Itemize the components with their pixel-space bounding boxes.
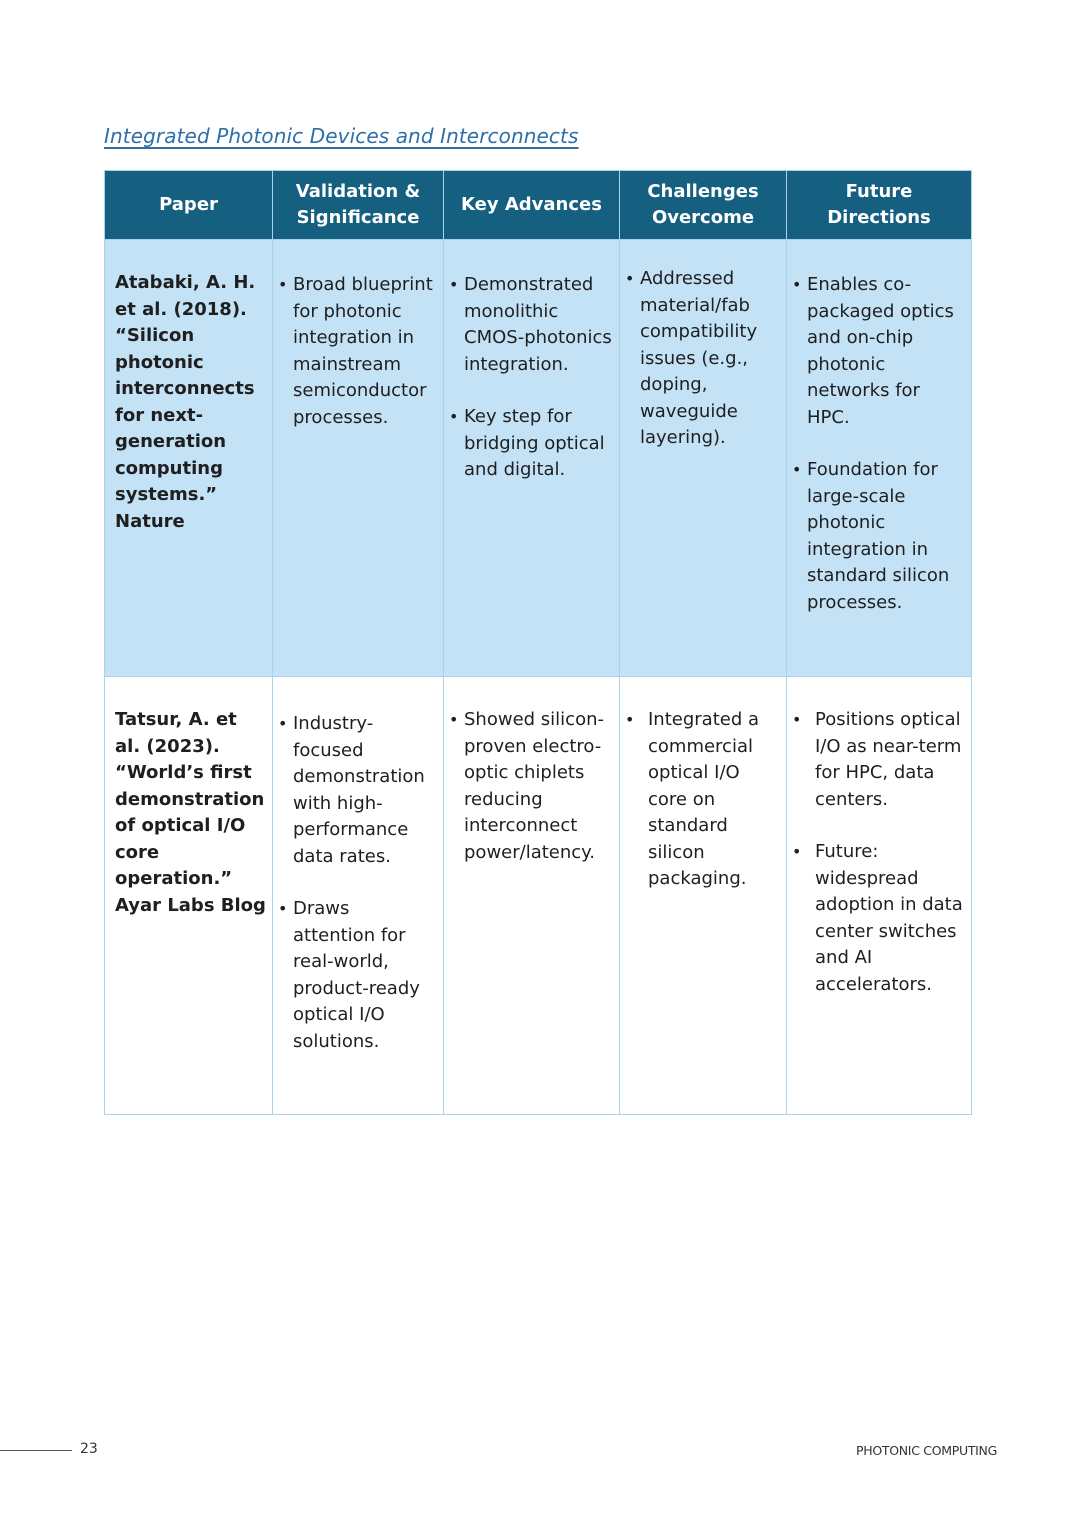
header-validation: Validation & Significance bbox=[273, 171, 444, 240]
section-title: Integrated Photonic Devices and Interconnects bbox=[104, 124, 579, 148]
list-item: • Addressed material/fab compatibility issues (e.g., doping, waveguide layering). bbox=[625, 268, 758, 448]
paper-cell: Tatsur, A. et al. (2023). “World’s first demonstration of optical I/O core operation.” Ayar Labs Blog bbox=[105, 677, 273, 1115]
future-cell bbox=[787, 677, 972, 1115]
list-item: • Showed silicon-proven electro-optic chiplets reducing interconnect power/latency. bbox=[449, 709, 604, 863]
future-cell bbox=[787, 240, 972, 677]
header-challenges: Challenges Overcome bbox=[620, 171, 787, 240]
table-row bbox=[105, 240, 972, 677]
advances-cell bbox=[444, 240, 620, 677]
list-item: • Draws attention for real-world, product-ready optical I/O solutions. bbox=[278, 898, 420, 1052]
advances-cell bbox=[444, 677, 620, 1115]
header-paper: Paper bbox=[105, 171, 273, 240]
list-item: • Key step for bridging optical and digital. bbox=[449, 406, 605, 480]
header-key-advances: Key Advances bbox=[444, 171, 620, 240]
comparison-table bbox=[104, 170, 972, 1115]
challenges-cell bbox=[620, 240, 787, 677]
list-item: • Foundation for large-scale photonic integration in standard silicon processes. bbox=[792, 459, 950, 613]
paper-cell: Atabaki, A. H. et al. (2018). “Silicon photonic interconnects for next-generation computing systems.” Nature bbox=[105, 240, 273, 677]
header-future-directions: Future Directions bbox=[787, 171, 972, 240]
list-item: • Enables co-packaged optics and on-chip photonic networks for HPC. bbox=[792, 274, 954, 428]
list-item: • Demonstrated monolithic CMOS-photonics integration. bbox=[449, 274, 612, 375]
challenges-cell bbox=[620, 677, 787, 1115]
table-header-row bbox=[105, 171, 972, 240]
running-title: PHOTONIC COMPUTING bbox=[856, 1443, 997, 1458]
list-item: • Positions optical I/O as near-term for HPC, data centers. bbox=[792, 709, 962, 810]
list-item: • Broad blueprint for photonic integration in mainstream semiconductor processes. bbox=[278, 274, 433, 428]
validation-cell bbox=[273, 240, 444, 677]
list-item: • Future: widespread adoption in data center switches and AI accelerators. bbox=[792, 841, 963, 995]
validation-cell bbox=[273, 677, 444, 1115]
page-number: 23 bbox=[80, 1441, 98, 1457]
list-item: • Integrated a commercial optical I/O core on standard silicon packaging. bbox=[625, 709, 760, 889]
table-row bbox=[105, 677, 972, 1115]
footer-rule bbox=[0, 1450, 72, 1451]
list-item: • Industry-focused demonstration with high-performance data rates. bbox=[278, 713, 425, 867]
